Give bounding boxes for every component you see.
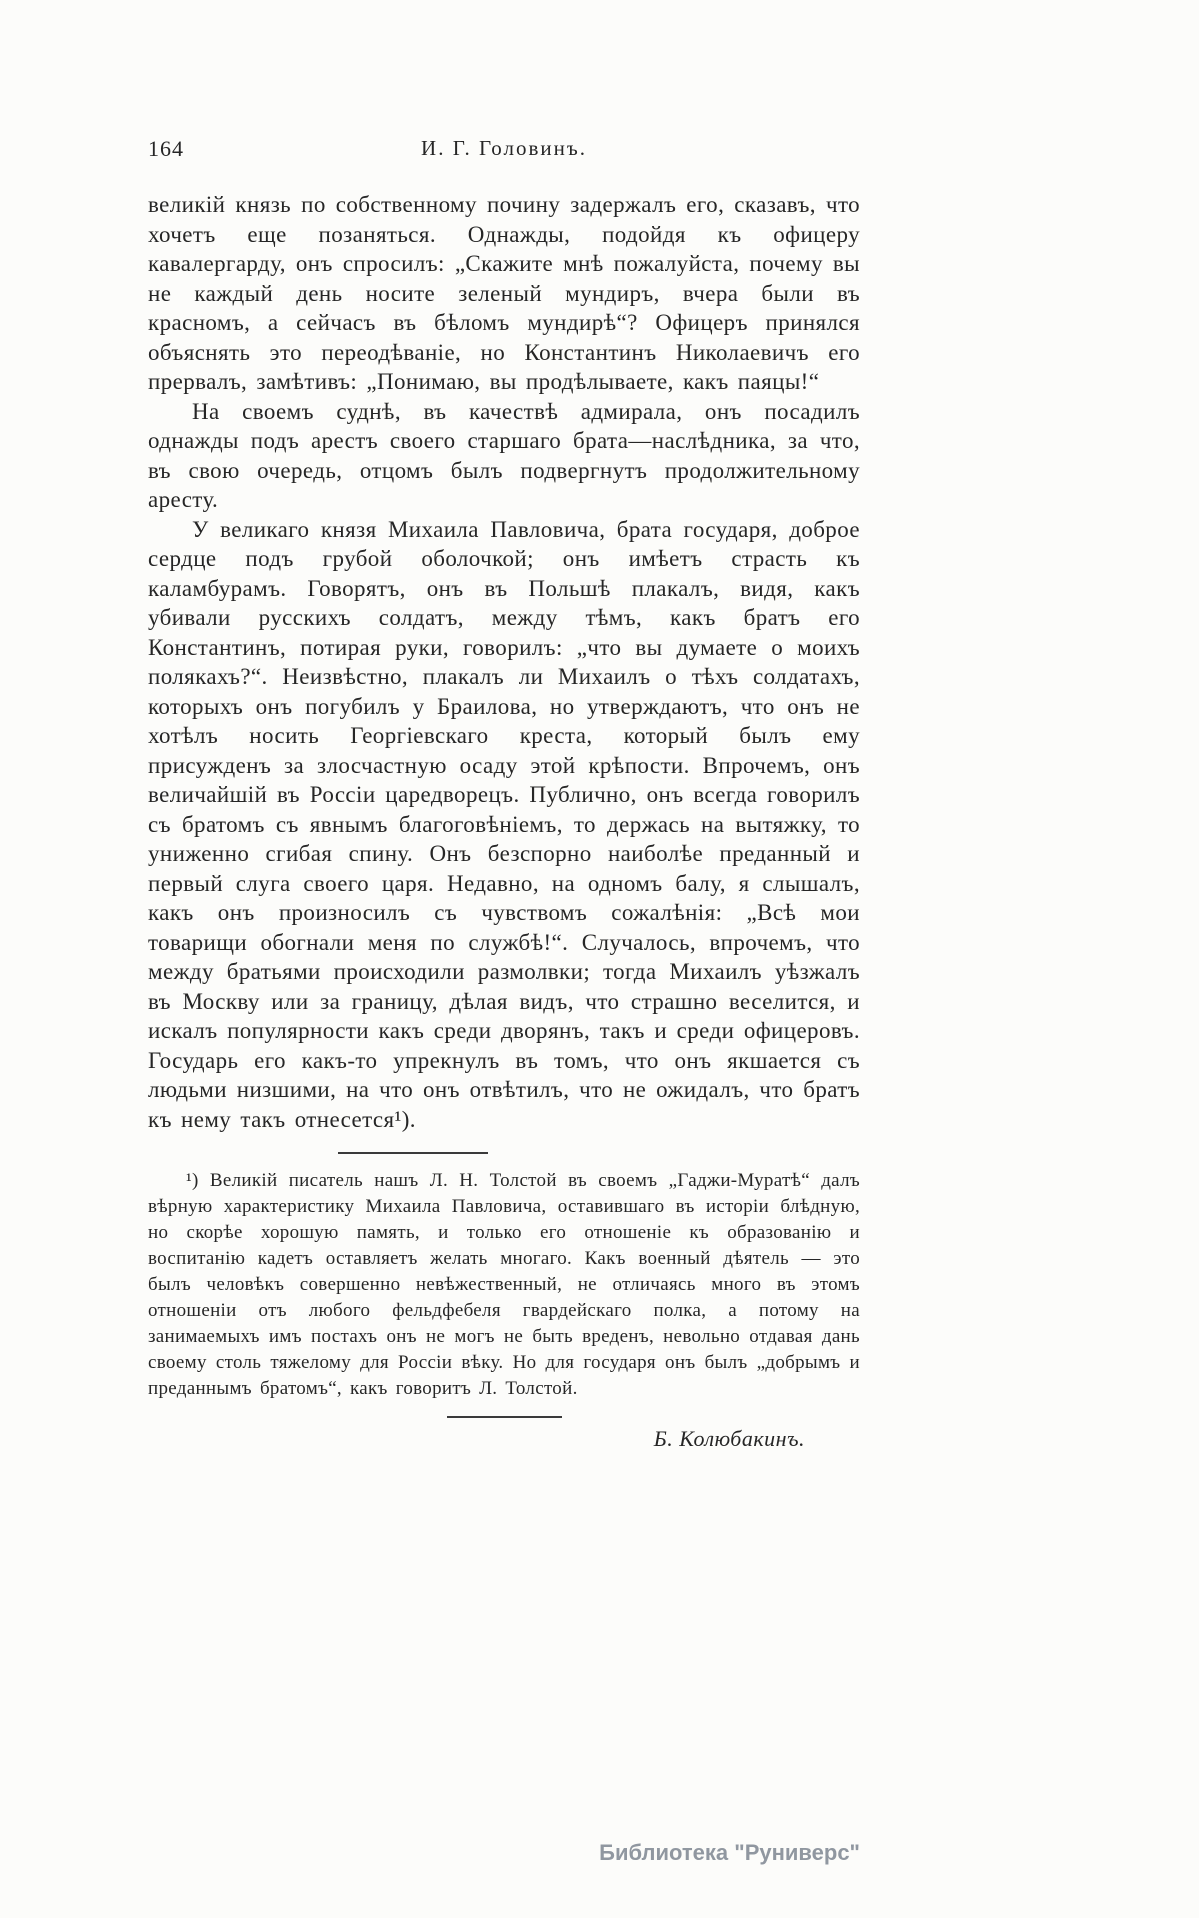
- footnote-author-signature: Б. Колюбакинъ.: [653, 1426, 805, 1451]
- body-paragraph-2: На своемъ суднѣ, въ качествѣ адмирала, онъ посадилъ однажды подъ арестъ своего старшаго брата—наслѣдника, за что, въ свою очередь, отцомъ былъ подвергнутъ продолжительному аресту.: [148, 398, 860, 512]
- main-text-block: [148, 190, 860, 1452]
- body-paragraph-1: великій князь по собственному почину задержалъ его, сказавъ, что хочетъ еще позаняться. Однажды, подойдя къ офицеру кавалергарду, онъ спросилъ: „Скажите мнѣ пожалуйста, почему вы не каждый день носите зеленый мундиръ, вчера были въ красномъ, а сейчасъ въ бѣломъ мундирѣ“? Офицеръ принялся объяснять это переодѣваніе, но Константинъ Николаевичъ его прервалъ, замѣтивъ: „Понимаю, вы продѣлываете, какъ паяцы!“: [148, 192, 860, 394]
- page-header: [148, 136, 860, 166]
- footnote-divider-rule: [338, 1152, 488, 1154]
- signature-divider-rule: [447, 1416, 562, 1418]
- body-paragraph-3: У великаго князя Михаила Павловича, брата государя, доброе сердце подъ грубой оболочкой; онъ имѣетъ страсть къ каламбурамъ. Говорятъ, онъ въ Польшѣ плакалъ, видя, какъ убивали русскихъ солдатъ, между тѣмъ, какъ братъ его Константинъ, потирая руки, говорилъ: „что вы думаете о моихъ полякахъ?“. Неизвѣстно, плакалъ ли Михаилъ о тѣхъ солдатахъ, которыхъ онъ погубилъ у Браилова, но утверждаютъ, что онъ не хотѣлъ носить Георгіевскаго креста, который былъ ему присужденъ за злосчастную осаду этой крѣпости. Впрочемъ, онъ величайшій въ Россіи царедворецъ. Публично, онъ всегда говорилъ съ братомъ съ явнымъ благоговѣніемъ, то держась на вытяжку, то униженно сгибая спину. Онъ безспорно наиболѣе преданный и первый слуга своего царя. Недавно, на одномъ балу, я слышалъ, какъ онъ произносилъ съ чувствомъ сожалѣнія: „Всѣ мои товарищи обогнали меня по службѣ!“. Случалось, впрочемъ, что между братьями происходили размолвки; тогда Михаилъ уѣзжалъ въ Москву или за границу, дѣлая видъ, что страшно веселится, и искалъ популярности какъ среди дворянъ, такъ и среди офицеровъ. Государь его какъ-то упрекнулъ въ томъ, что онъ якшается съ людьми низшими, на что онъ отвѣтилъ, что не ожидалъ, что братъ къ нему такъ отнесется¹).: [148, 516, 860, 1132]
- running-title: И. Г. Головинъ.: [421, 136, 587, 160]
- footnote-text: ¹) Великій писатель нашъ Л. Н. Толстой въ своемъ „Гаджи-Муратѣ“ далъ вѣрную характеристику Михаила Павловича, оставившаго въ исторіи блѣдную, но скорѣе хорошую память, и только его отношеніе къ образованію и воспитанію кадетъ оставляетъ желать многаго. Какъ военный дѣятель — это былъ человѣкъ совершенно невѣжественный, не отличаясь много въ этомъ отношеніи отъ любого фельдфебеля гвардейскаго полка, а потому на занимаемыхъ имъ постахъ онъ не могъ не быть вреденъ, невольно отдавая дань своему столь тяжелому для Россіи вѣку. Но для государя онъ былъ „добрымъ и преданнымъ братомъ“, какъ говоритъ Л. Толстой.: [148, 1170, 860, 1399]
- page-number: 164: [148, 136, 184, 161]
- library-watermark: Библиотека "Руниверс": [599, 1840, 860, 1865]
